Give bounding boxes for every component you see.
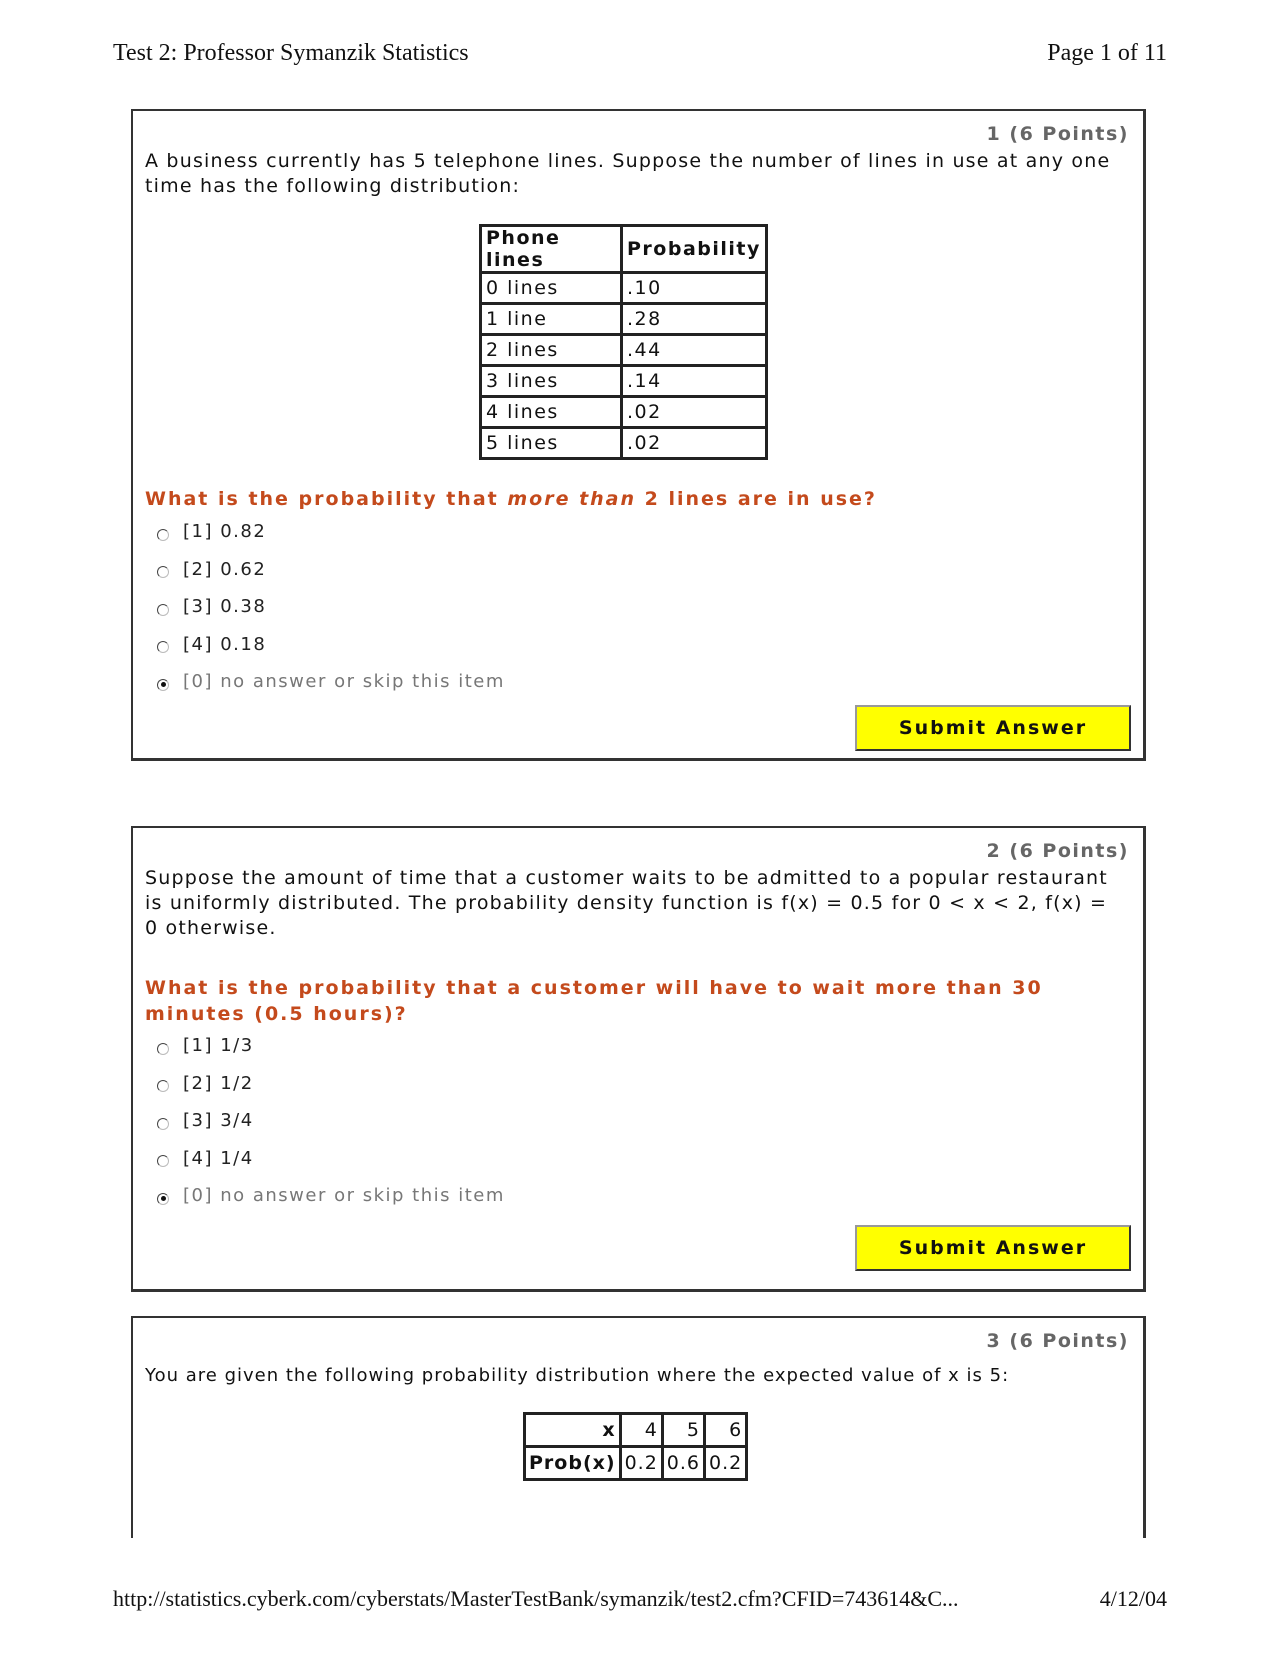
question-1-prompt bbox=[145, 486, 1129, 512]
table-row bbox=[481, 397, 767, 428]
footer-date: 4/12/04 bbox=[1099, 1586, 1167, 1611]
radio-button[interactable] bbox=[157, 604, 169, 616]
table-cell: .10 bbox=[622, 273, 767, 304]
question-3 bbox=[131, 1316, 1146, 1538]
answer-option-skip[interactable] bbox=[157, 1177, 505, 1215]
option-label: [0] no answer or skip this item bbox=[183, 671, 505, 693]
submit-answer-button[interactable]: Submit Answer bbox=[855, 1225, 1131, 1271]
radio-button-selected[interactable] bbox=[157, 679, 169, 691]
question-2 bbox=[131, 826, 1146, 1292]
option-label: [3] 3/4 bbox=[183, 1110, 254, 1132]
table-cell: .28 bbox=[622, 304, 767, 335]
option-label: [1] 1/3 bbox=[183, 1035, 254, 1057]
question-3-text: You are given the following probability distribution where the expected value of x is 5: bbox=[145, 1365, 1010, 1386]
table-header: Probability bbox=[622, 226, 767, 273]
document-title: Test 2: Professor Symanzik Statistics bbox=[113, 40, 469, 66]
table-cell: 6 bbox=[705, 1414, 747, 1447]
table-header: Phone lines bbox=[481, 226, 622, 273]
table-row bbox=[525, 1447, 747, 1480]
question-1 bbox=[131, 109, 1146, 761]
page-number: Page 1 of 11 bbox=[1047, 40, 1167, 66]
table-cell: 2 lines bbox=[481, 335, 622, 366]
phone-lines-table bbox=[479, 224, 768, 460]
table-cell: 3 lines bbox=[481, 366, 622, 397]
table-cell: .44 bbox=[622, 335, 767, 366]
footer-url: http://statistics.cyberk.com/cyberstats/MasterTestBank/symanzik/test2.cfm?CFID=743614&C... bbox=[113, 1586, 959, 1611]
table-cell: 1 line bbox=[481, 304, 622, 335]
prompt-text: What is the probability that bbox=[145, 488, 508, 510]
prompt-emphasis: more than bbox=[507, 488, 637, 510]
prompt-text: 2 lines are in use? bbox=[636, 488, 877, 510]
radio-button[interactable] bbox=[157, 529, 169, 541]
table-cell: 5 bbox=[662, 1414, 704, 1447]
table-row bbox=[481, 273, 767, 304]
prob-label: Prob(x) bbox=[525, 1447, 621, 1480]
question-3-points: 3 (6 Points) bbox=[986, 1330, 1129, 1352]
option-label: [4] 1/4 bbox=[183, 1147, 254, 1169]
table-cell: .14 bbox=[622, 366, 767, 397]
table-cell: .02 bbox=[622, 397, 767, 428]
answer-option-3[interactable] bbox=[157, 588, 505, 626]
answer-option-2[interactable] bbox=[157, 551, 505, 589]
answer-option-skip[interactable] bbox=[157, 663, 505, 701]
answer-option-1[interactable] bbox=[157, 1027, 505, 1065]
table-row bbox=[481, 335, 767, 366]
answer-option-4[interactable] bbox=[157, 626, 505, 664]
radio-button[interactable] bbox=[157, 1155, 169, 1167]
table-header-row bbox=[481, 226, 767, 273]
expected-value-table bbox=[523, 1412, 748, 1481]
table-cell: 0.2 bbox=[705, 1447, 747, 1480]
x-label: x bbox=[525, 1414, 621, 1447]
table-cell: 4 bbox=[620, 1414, 662, 1447]
question-2-points: 2 (6 Points) bbox=[986, 840, 1129, 862]
option-label: [2] 1/2 bbox=[183, 1072, 254, 1094]
radio-button[interactable] bbox=[157, 1080, 169, 1092]
question-2-options bbox=[157, 1027, 505, 1215]
question-1-points: 1 (6 Points) bbox=[986, 123, 1129, 145]
table-row bbox=[481, 304, 767, 335]
table-cell: 0.6 bbox=[662, 1447, 704, 1480]
radio-button[interactable] bbox=[157, 1043, 169, 1055]
radio-button[interactable] bbox=[157, 1118, 169, 1130]
table-cell: 0.2 bbox=[620, 1447, 662, 1480]
question-1-options bbox=[157, 513, 505, 701]
option-label: [1] 0.82 bbox=[183, 521, 267, 543]
table-cell: 5 lines bbox=[481, 428, 622, 459]
option-label: [0] no answer or skip this item bbox=[183, 1185, 505, 1207]
question-1-text: A business currently has 5 telephone lines. Suppose the number of lines in use at any one time has the following distribution: bbox=[145, 150, 1111, 197]
table-row bbox=[525, 1414, 747, 1447]
submit-answer-button[interactable]: Submit Answer bbox=[855, 705, 1131, 751]
answer-option-1[interactable] bbox=[157, 513, 505, 551]
table-row bbox=[481, 366, 767, 397]
answer-option-2[interactable] bbox=[157, 1065, 505, 1103]
table-cell: .02 bbox=[622, 428, 767, 459]
answer-option-4[interactable] bbox=[157, 1140, 505, 1178]
table-cell: 4 lines bbox=[481, 397, 622, 428]
answer-option-3[interactable] bbox=[157, 1102, 505, 1140]
option-label: [4] 0.18 bbox=[183, 633, 267, 655]
option-label: [3] 0.38 bbox=[183, 596, 267, 618]
table-cell: 0 lines bbox=[481, 273, 622, 304]
radio-button[interactable] bbox=[157, 566, 169, 578]
table-row bbox=[481, 428, 767, 459]
question-2-text: Suppose the amount of time that a customer waits to be admitted to a popular restaurant is uniformly distributed. The probability density function is f(x) = 0.5 for 0 < x < 2, f(x) = 0 otherwise. bbox=[145, 867, 1108, 939]
radio-button-selected[interactable] bbox=[157, 1193, 169, 1205]
radio-button[interactable] bbox=[157, 641, 169, 653]
option-label: [2] 0.62 bbox=[183, 558, 267, 580]
question-2-prompt: What is the probability that a customer will have to wait more than 30 minutes (0.5 hours)? bbox=[145, 977, 1043, 1025]
